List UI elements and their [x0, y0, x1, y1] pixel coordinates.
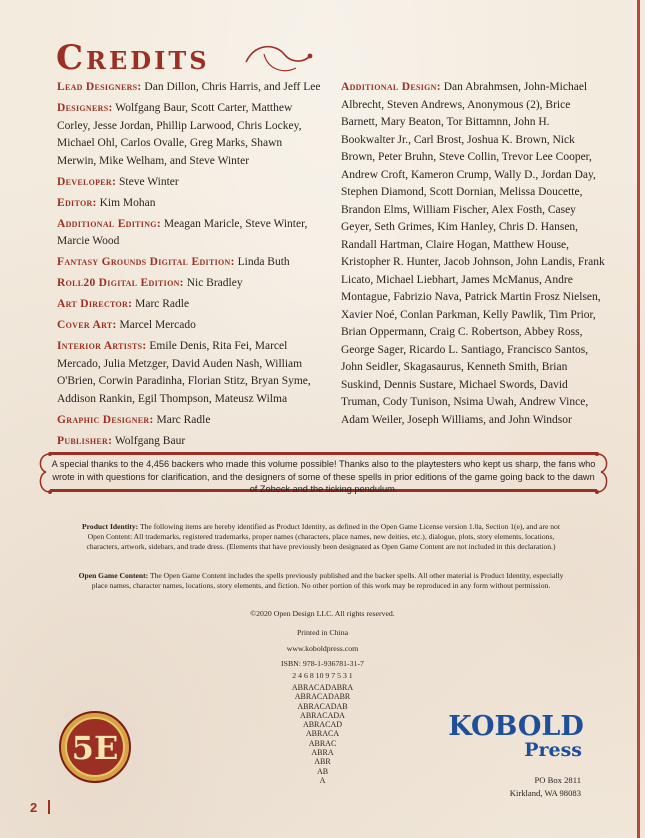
credit-additional-design: Additional Design: Dan Abrahmsen, John-Michael Albrecht, Steven Andrews, Anonymous (2), Brice Barnett, Mary Beaton, Tor Bittamnn, John H. Bookwalter Jr., Carl Brost, Joshua K. Brown, Nick Brown, Peter Bruhn, Steve Collin, Trevor Lee Cooper, Andrew Croft, Kameron Crump, Wally D., Jordan Day, Stephen Diamond, Scott Dornian, Melissa Doucette, Brandon Elms, William Fischer, Alex Fosth, Casey Geyer, Seth Grimes, Kim Hanley, Chris D. Hansen, Randall Hartman, Claire Hogan, Matthew House, Kristopher R. Hunter, Jacob Johnson, John Landis, Frank Licato, Michael Liebhart, James McManus, Andre Montague, Fabrizio Nava, Patrick Martin Frosz Nielsen, Xavier Noé, Conlan Parkman, Kelly Pawlik, Tim Prior, Brian Oppermann, Craig C. Robertson, Abbey Ross, George Sager, Ricardo L. Santiago, Francisco Santos, John Seidler, Skagasaurus, Kenneth Smith, Brian Suskind, Dennis Sustare, Michael Swords, David Truman, Cody Tunison, Nsima Uwah, Andrew Vince, Adam Weiler, Joseph Williams, and John Windsor	[341, 81, 605, 426]
copyright-line: ©2020 Open Design LLC. All rights reserved.	[250, 609, 395, 618]
title-flourish-icon	[244, 40, 314, 78]
credit-designers: Designers: Wolfgang Baur, Scott Carter, Matthew Corley, Jesse Jordan, Phillip Larwood, Chris Lockey, Michael Ohl, Carlos Ovalle, Greg Marks, Shawn Merwin, Mike Welham, and Steve Winter	[57, 102, 302, 167]
isbn-line: ISBN: 978-1-936781-31-7	[281, 659, 364, 668]
badge-text: 5E	[71, 729, 119, 767]
list-item: ABR	[314, 757, 331, 767]
list-item: ABRACADAB	[297, 701, 348, 711]
list-item: ABRACADABRA	[291, 683, 354, 692]
printed-line: Printed in China	[296, 628, 349, 637]
page-number-divider	[48, 800, 50, 814]
list-item: A	[319, 775, 326, 785]
credit-additional-editing: Additional Editing: Meagan Maricle, Steve Winter, Marcie Wood	[57, 217, 308, 247]
product-identity-notice: Product Identity: The following items are hereby identified as Product Identity, as defined in the Open Game License version 1.0a, Section 1(e), and are not Open Content: All trademarks, registered trademarks, proper names (characters, place names, new deities, etc.), dialogue, plots, story elements, locations, characters, artwork, sidebars, and trade dress. (Elements that have previously been designated as Open Game Content are not included in this declaration.)	[82, 522, 560, 551]
5e-badge-icon	[58, 710, 132, 784]
list-item: ABRA	[311, 748, 334, 758]
logo-top-text: KOBOLD	[448, 711, 584, 742]
credits-left-column	[57, 79, 322, 454]
publisher-address: PO Box 2811 Kirkland, WA 98083	[509, 775, 581, 798]
credit-art-director: Art Director: Marc Radle	[57, 298, 190, 310]
print-line: 2 4 6 8 10 9 7 5 3 1	[292, 671, 353, 680]
credit-fantasy-grounds: Fantasy Grounds Digital Edition: Linda Buth	[57, 256, 290, 268]
credits-right-column	[341, 79, 606, 433]
credit-publisher: Publisher: Wolfgang Baur	[57, 434, 186, 447]
website-link[interactable]: www.koboldpress.com	[286, 644, 359, 653]
logo-bottom-text: Press	[524, 739, 582, 761]
credit-developer: Developer: Steve Winter	[57, 175, 179, 188]
credit-cover-art: Cover Art: Marcel Mercado	[57, 319, 196, 331]
credit-editor: Editor: Kim Mohan	[57, 196, 156, 209]
open-game-content-notice: Open Game Content: The Open Game Content includes the spells previously published and the backer spells. All other material is Product Identity, especially place names, character names, locations, story elements, and fiction. No other portion of this work may be reproduced in any form without permission.	[78, 571, 564, 590]
credit-interior-artists: Interior Artists: Emile Denis, Rita Fei, Marcel Mercado, Julia Metzger, David Auden Nash, William O'Brien, Corwin Paradinha, Florian Stitz, Bryan Syme, Addison Rankin, Egil Thompson, Mateusz Wilma	[57, 340, 311, 405]
list-item: AB	[316, 766, 329, 776]
page-title: Credits	[56, 38, 210, 78]
credit-graphic-designer: Graphic Designer: Marc Radle	[57, 413, 211, 426]
credit-lead-designers: Lead Designers: Dan Dillon, Chris Harris, and Jeff Lee	[57, 81, 321, 93]
list-item: ABRACADABR	[294, 692, 351, 702]
list-item: ABRAC	[308, 738, 337, 748]
thanks-banner: A special thanks to the 4,456 backers who made this volume possible! Thanks also to the playtesters who kept us sharp, the fans who wrote in with questions for clarification, and the designers of some of these spells in prior editions of the game going back to the dawn of Zobeck and the ticking pendulum.	[50, 452, 597, 492]
list-item: ABRACADA	[300, 710, 345, 720]
credit-roll20: Roll20 Digital Edition: Nic Bradley	[57, 277, 243, 289]
kobold-press-logo	[446, 711, 586, 761]
page-number: 2	[30, 800, 38, 815]
list-item: ABRACAD	[302, 720, 343, 730]
list-item: ABRACA	[305, 729, 340, 739]
